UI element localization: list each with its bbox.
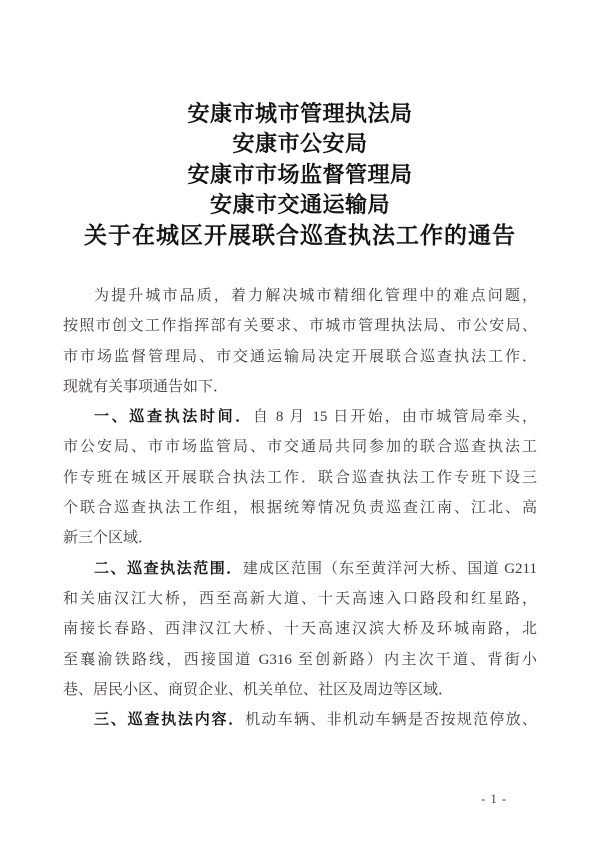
- body-line: 为提升城市品质，着力解决城市精细化管理中的难点问题，: [94, 288, 537, 304]
- body-line: [63, 554, 537, 584]
- body-text: 建成区范围（东至黄洋河大桥、国道 G211: [242, 560, 537, 577]
- title-line-agency-1: 安康市城市管理执法局: [187, 101, 413, 126]
- title-line-agency-2: 安康市公安局: [232, 131, 368, 157]
- body-line: 作专班在城区开展联合执法工作．联合巡查执法工作专班下设三: [63, 469, 537, 486]
- body-line: 个联合巡查执法工作组，根据统筹情况负责巡查江南、江北、高: [63, 500, 537, 517]
- body-line: 新三个区域．: [63, 530, 154, 547]
- page-number: - 1 -: [481, 792, 507, 806]
- body-line: 按照市创文工作指挥部有关要求、市城市管理执法局、市公安局、: [63, 318, 537, 335]
- body-line: [63, 402, 537, 432]
- document-title-block: [50, 99, 550, 251]
- body-text: 机动车辆、非机动车辆是否按规范停放、: [245, 712, 537, 729]
- body-line: 市公安局、市市场监管局、市交通局共同参加的联合巡查执法工: [63, 439, 537, 456]
- body-text: 自 8 月 15 日开始，由市城管局牵头，: [252, 409, 537, 426]
- body-line: 和关庙汉江大桥，西至高新大道、十天高速入口路段和红星路，: [63, 590, 537, 607]
- section-2-heading: 二、巡查执法范围．: [94, 560, 243, 577]
- body-line: [63, 705, 537, 735]
- document-body: [63, 281, 537, 735]
- title-line-agency-3: 安康市市场监督管理局: [187, 161, 413, 187]
- document-main-title: 关于在城区开展联合巡查执法工作的通告: [84, 222, 516, 248]
- body-line: 至襄渝铁路线，西接国道 G316 至创新路）内主次干道、背街小: [63, 651, 537, 668]
- body-line: 市市场监督管理局、市交通运输局决定开展联合巡查执法工作．: [63, 348, 537, 365]
- title-line-agency-4: 安康市交通运输局: [209, 192, 390, 218]
- body-line: 巷、居民小区、商贸企业、机关单位、社区及周边等区域．: [63, 681, 454, 698]
- body-line: 南接长春路、西津汉江大桥、十天高速汉滨大桥及环城南路，北: [63, 621, 537, 638]
- body-line: 现就有关事项通告如下．: [63, 378, 229, 395]
- section-1-heading: 一、巡查执法时间．: [94, 409, 253, 426]
- section-3-heading: 三、巡查执法内容．: [94, 712, 246, 729]
